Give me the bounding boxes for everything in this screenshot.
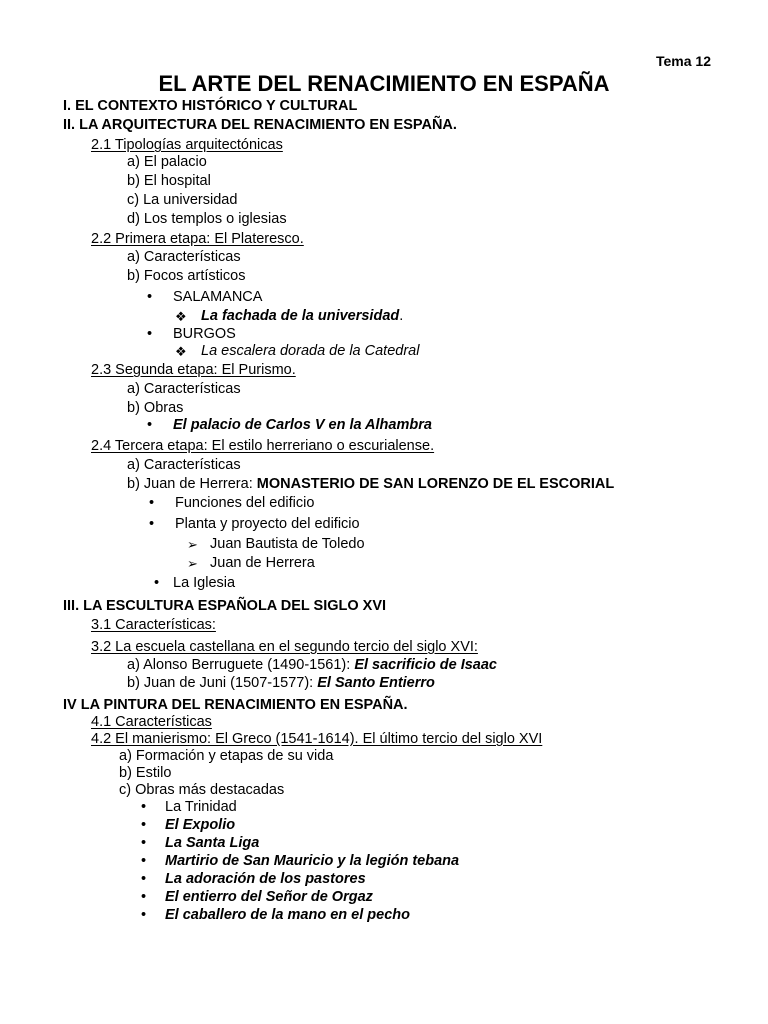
bullet-icon: •: [141, 871, 147, 887]
item-2-1-c: c) La universidad: [127, 192, 238, 208]
section-3-heading: III. LA ESCULTURA ESPAÑOLA DEL SIGLO XVI: [63, 598, 387, 614]
item-4-2-b: b) Estilo: [119, 765, 172, 781]
item-2-1-b: b) El hospital: [127, 173, 211, 189]
escorial-item-2: Planta y proyecto del edificio: [175, 516, 360, 532]
arrow-icon: ➢: [187, 537, 198, 552]
section-2-heading: II. LA ARQUITECTURA DEL RENACIMIENTO EN ESPAÑA.: [63, 117, 457, 133]
escorial-item-3: La Iglesia: [173, 575, 236, 591]
bullet-icon: •: [149, 516, 155, 532]
obra-escorial: MONASTERIO DE SAN LORENZO DE EL ESCORIAL: [256, 476, 615, 492]
obra-salamanca: [201, 308, 403, 325]
obra-greco-7: El caballero de la mano en el pecho: [165, 907, 410, 923]
tema-label: Tema 12: [656, 53, 711, 69]
item-2-4-b-label: b) Juan de Herrera:: [127, 476, 257, 492]
item-3-2-b: [127, 675, 435, 692]
obra-greco-6: El entierro del Señor de Orgaz: [165, 889, 373, 905]
item-2-1-a: a) El palacio: [127, 154, 207, 170]
item-2-2-b: b) Focos artísticos: [127, 268, 246, 284]
bullet-icon: •: [141, 817, 147, 833]
section-1-heading: I. EL CONTEXTO HISTÓRICO Y CULTURAL: [63, 98, 358, 114]
page-title: EL ARTE DEL RENACIMIENTO EN ESPAÑA: [158, 71, 610, 96]
arquitecto-2: Juan de Herrera: [210, 555, 315, 571]
bullet-icon: •: [154, 575, 160, 591]
item-2-3-b: b) Obras: [127, 400, 184, 416]
item-2-4-a: a) Características: [127, 457, 241, 473]
subsection-2-3: 2.3 Segunda etapa: El Purismo.: [91, 362, 296, 378]
item-3-2-b-label: b) Juan de Juni (1507-1577):: [127, 675, 318, 691]
obra-greco-5: La adoración de los pastores: [165, 871, 366, 887]
bullet-icon: •: [147, 326, 153, 342]
item-2-3-a: a) Características: [127, 381, 241, 397]
obra-greco-3: La Santa Liga: [165, 835, 260, 851]
bullet-icon: •: [141, 907, 147, 923]
arquitecto-1: Juan Bautista de Toledo: [210, 536, 365, 552]
subsection-3-1: 3.1 Características:: [91, 617, 216, 633]
bullet-icon: •: [141, 889, 147, 905]
obra-burgos: La escalera dorada de la Catedral: [201, 343, 420, 359]
item-4-2-c: c) Obras más destacadas: [119, 782, 285, 798]
item-3-2-a: [127, 657, 497, 674]
bullet-icon: •: [149, 495, 155, 511]
subsection-2-2: 2.2 Primera etapa: El Plateresco.: [91, 231, 304, 247]
item-2-1-d: d) Los templos o iglesias: [127, 211, 287, 227]
item-2-4-b: [127, 476, 614, 493]
obra-salamanca-title: La fachada de la universidad: [201, 308, 400, 324]
section-4-heading: IV LA PINTURA DEL RENACIMIENTO EN ESPAÑA.: [63, 697, 408, 713]
obra-greco-4: Martirio de San Mauricio y la legión tebana: [165, 853, 460, 869]
obra-salamanca-period: .: [399, 308, 404, 324]
diamond-icon: ❖: [175, 309, 187, 324]
obra-berruguete: El sacrificio de Isaac: [354, 657, 497, 673]
bullet-icon: •: [141, 835, 147, 851]
diamond-icon: ❖: [175, 344, 187, 359]
subsection-4-2: 4.2 El manierismo: El Greco (1541-1614). El último tercio del siglo XVI: [91, 731, 543, 747]
bullet-icon: •: [141, 799, 147, 815]
subsection-3-2: 3.2 La escuela castellana en el segundo tercio del siglo XVI:: [91, 639, 478, 655]
focus-salamanca: SALAMANCA: [173, 289, 263, 305]
item-2-2-a: a) Características: [127, 249, 241, 265]
subsection-2-4: 2.4 Tercera etapa: El estilo herreriano o escurialense.: [91, 438, 435, 454]
bullet-icon: •: [141, 853, 147, 869]
subsection-4-1: 4.1 Características: [91, 714, 212, 730]
obra-juni: El Santo Entierro: [317, 675, 435, 691]
escorial-item-1: Funciones del edificio: [175, 495, 315, 511]
bullet-icon: •: [147, 289, 153, 305]
bullet-icon: •: [147, 417, 153, 433]
obra-carlos-v: El palacio de Carlos V en la Alhambra: [173, 417, 432, 433]
obra-greco-2: El Expolio: [165, 817, 236, 833]
item-4-2-a: a) Formación y etapas de su vida: [119, 748, 334, 764]
focus-burgos: BURGOS: [173, 326, 236, 342]
obra-greco-1: La Trinidad: [165, 799, 237, 815]
arrow-icon: ➢: [187, 556, 198, 571]
item-3-2-a-label: a) Alonso Berruguete (1490-1561):: [127, 657, 355, 673]
subsection-2-1: 2.1 Tipologías arquitectónicas: [91, 137, 283, 153]
